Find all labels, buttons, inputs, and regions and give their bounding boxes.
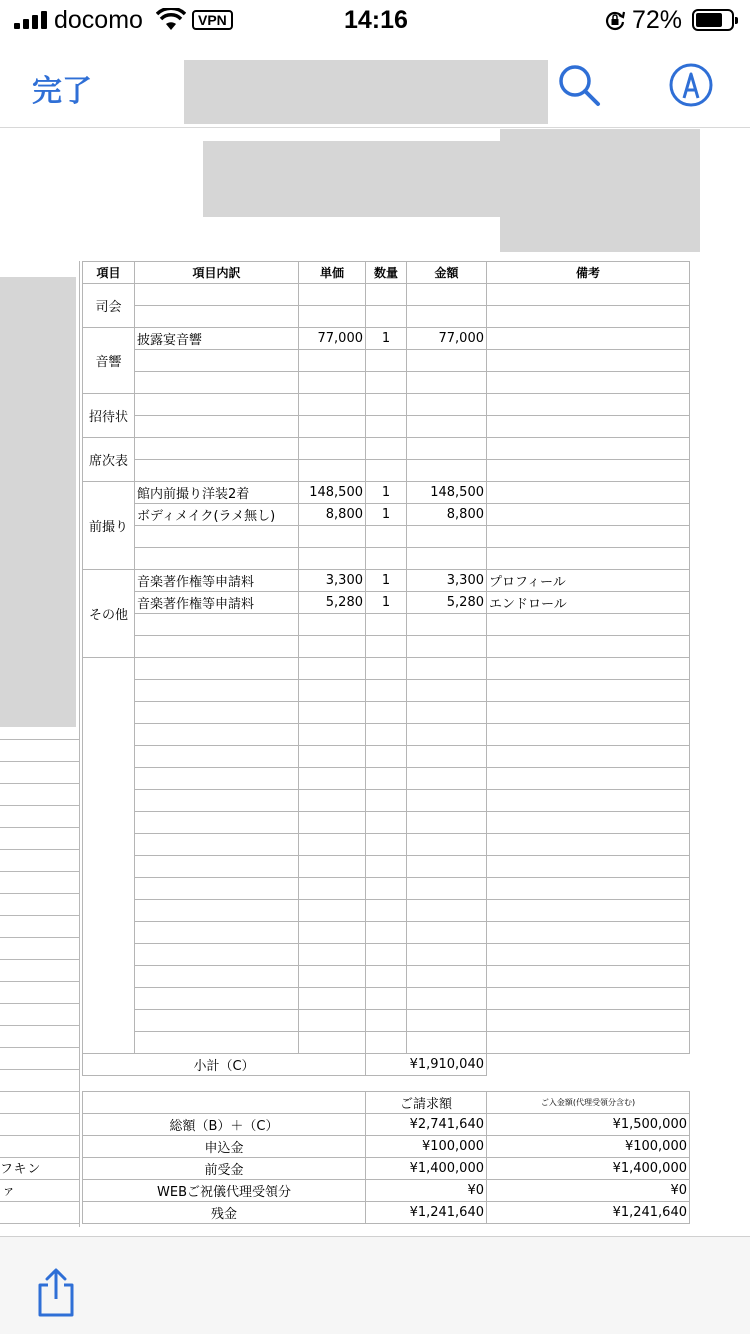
billing-amount: ¥2,741,640: [366, 1114, 487, 1136]
quantity: 1: [366, 592, 407, 614]
billing-amount: ¥1,400,000: [366, 1158, 487, 1180]
redacted-header-block: [500, 129, 700, 252]
unit-price: 3,300: [299, 570, 366, 592]
note: プロフィール: [487, 570, 690, 592]
paid-amount: ¥0: [487, 1180, 690, 1202]
column-header: 項目内訳: [135, 262, 299, 284]
item-name: 館内前撮り洋装2着: [135, 482, 299, 504]
quantity: 1: [366, 328, 407, 350]
markup-pen-icon[interactable]: [668, 62, 714, 108]
paid-amount: ¥100,000: [487, 1136, 690, 1158]
totals-label: 申込金: [83, 1136, 366, 1158]
column-header: 金額: [407, 262, 487, 284]
carrier-name: docomo: [54, 6, 143, 34]
note: [487, 482, 690, 504]
totals-row: [83, 1114, 690, 1136]
redacted-left-block: [0, 277, 76, 727]
table-row: [83, 394, 690, 416]
itemization-table: [82, 261, 690, 1076]
clock: 14:16: [344, 6, 408, 34]
totals-row: [83, 1180, 690, 1202]
paid-header: ご入金額(代理受領分含む): [487, 1092, 690, 1114]
column-header: 項目: [83, 262, 135, 284]
totals-header-row: [83, 1092, 690, 1114]
unit-price: 8,800: [299, 504, 366, 526]
unit-price: 148,500: [299, 482, 366, 504]
category-cell: 招待状: [83, 394, 135, 438]
note: [487, 504, 690, 526]
table-row: [83, 438, 690, 460]
item-name: 音楽著作権等申請料: [135, 570, 299, 592]
column-header: 備考: [487, 262, 690, 284]
unit-price: 5,280: [299, 592, 366, 614]
totals-row: [83, 1136, 690, 1158]
totals-label: 前受金: [83, 1158, 366, 1180]
quantity: 1: [366, 570, 407, 592]
category-cell: その他: [83, 570, 135, 658]
subtotal-value: ¥1,910,040: [366, 1054, 487, 1076]
quantity: 1: [366, 482, 407, 504]
item-name: ボディメイク(ラメ無し): [135, 504, 299, 526]
billing-amount: ¥100,000: [366, 1136, 487, 1158]
wifi-icon: [156, 8, 186, 32]
table-row: [83, 328, 690, 350]
table-row: [83, 592, 690, 614]
table-header-row: [83, 262, 690, 284]
search-icon[interactable]: [556, 62, 602, 108]
column-header: 数量: [366, 262, 407, 284]
paid-amount: ¥1,500,000: [487, 1114, 690, 1136]
share-icon[interactable]: [34, 1267, 78, 1319]
paid-amount: ¥1,241,640: [487, 1202, 690, 1224]
note: エンドロール: [487, 592, 690, 614]
battery-percent: 72%: [632, 6, 683, 34]
category-cell: 席次表: [83, 438, 135, 482]
done-button[interactable]: 完了: [32, 74, 92, 109]
table-row: [83, 570, 690, 592]
bottom-toolbar: [0, 1236, 750, 1334]
battery-icon: [692, 9, 734, 31]
vpn-badge: VPN: [192, 10, 233, 30]
item-name: 音楽著作権等申請料: [135, 592, 299, 614]
totals-label: 総額（B）＋（C）: [83, 1114, 366, 1136]
subtotal-label: 小計（C）: [83, 1054, 366, 1076]
unit-price: 77,000: [299, 328, 366, 350]
left-panel-text: ァ: [2, 1184, 17, 1199]
totals-row: [83, 1158, 690, 1180]
redacted-document-title: [184, 60, 548, 124]
totals-label: WEBご祝儀代理受領分: [83, 1180, 366, 1202]
billing-amount: ¥1,241,640: [366, 1202, 487, 1224]
table-row: [83, 504, 690, 526]
table-row: [83, 284, 690, 306]
quantity: 1: [366, 504, 407, 526]
amount: 3,300: [407, 570, 487, 592]
document-page[interactable]: [0, 129, 750, 1235]
category-cell: 司会: [83, 284, 135, 328]
category-cell: 音響: [83, 328, 135, 394]
subtotal-row: [83, 1054, 690, 1076]
status-bar: [0, 0, 750, 40]
amount: 8,800: [407, 504, 487, 526]
column-header: 単価: [299, 262, 366, 284]
category-cell: 前撮り: [83, 482, 135, 570]
table-row: [83, 482, 690, 504]
note: [487, 328, 690, 350]
totals-label: 残金: [83, 1202, 366, 1224]
redacted-header-block: [203, 141, 501, 217]
rotation-lock-icon: [604, 9, 626, 31]
totals-row: [83, 1202, 690, 1224]
cellular-signal-icon: [14, 11, 48, 29]
amount: 148,500: [407, 482, 487, 504]
amount: 77,000: [407, 328, 487, 350]
left-panel-text: フキン: [0, 1162, 42, 1177]
billing-header: ご請求額: [366, 1092, 487, 1114]
billing-amount: ¥0: [366, 1180, 487, 1202]
paid-amount: ¥1,400,000: [487, 1158, 690, 1180]
navigation-bar: [0, 40, 750, 128]
totals-table: [82, 1091, 690, 1224]
item-name: 披露宴音響: [135, 328, 299, 350]
amount: 5,280: [407, 592, 487, 614]
